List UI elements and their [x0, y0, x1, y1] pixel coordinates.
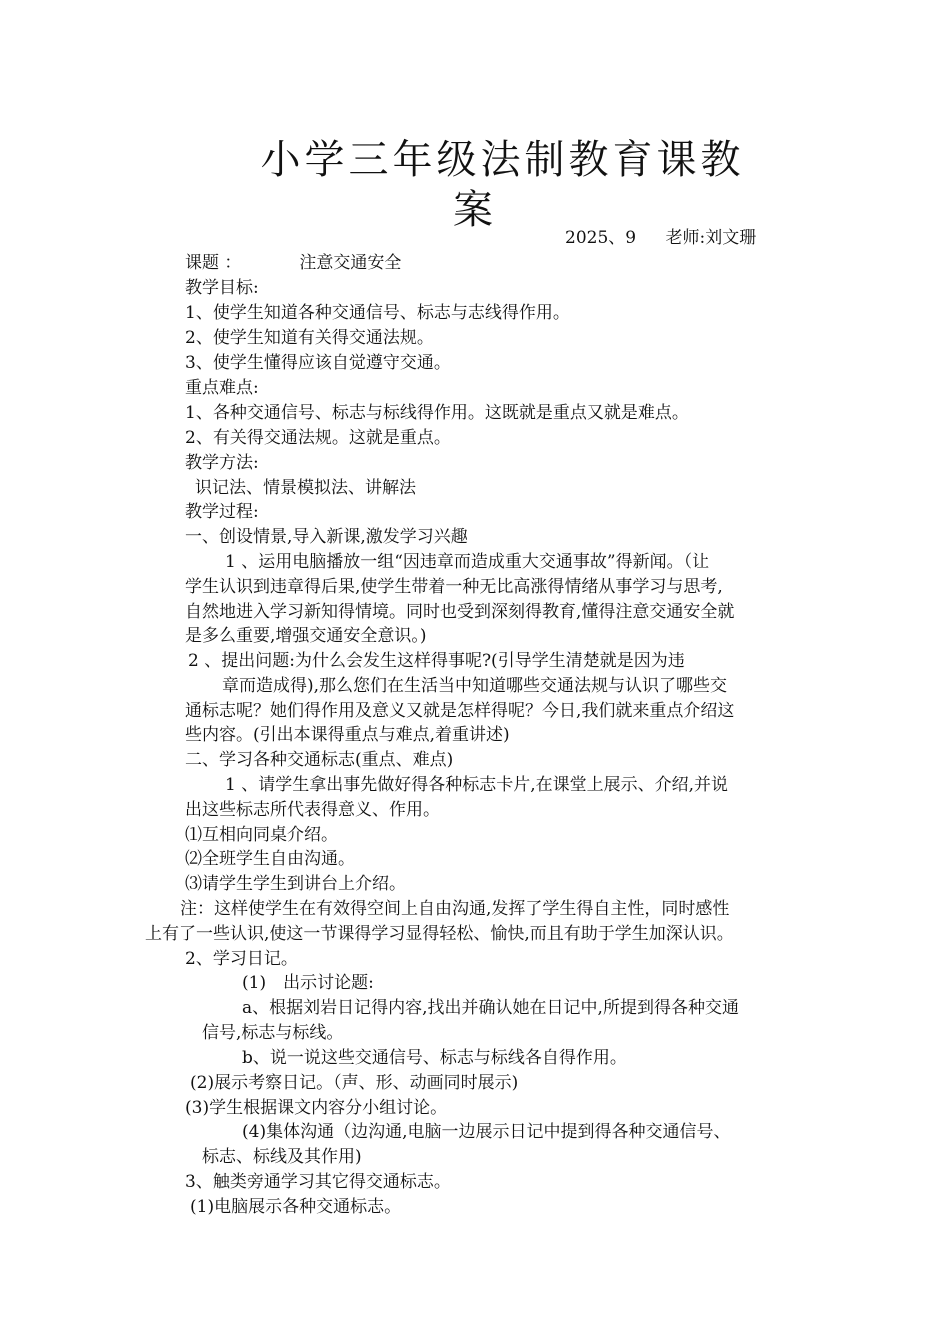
goal-item: 2、使学生知道有关得交通法规。 [185, 328, 434, 348]
paragraph-line: 通标志呢？她们得作用及意义又就是怎样得呢？今日,我们就来重点介绍这 [185, 701, 735, 721]
date-text: 2025、9 [565, 228, 637, 248]
paragraph-line: 些内容。(引出本课得重点与难点,着重讲述) [185, 725, 510, 745]
process-step-heading: 一、创设情景,导入新课,激发学习兴趣 [185, 527, 468, 547]
list-item: ⑵全班学生自由沟通。 [185, 849, 355, 869]
key-point-item: 1、各种交通信号、标志与标线得作用。这既就是重点又就是难点。 [185, 403, 689, 423]
paragraph-line: 章而造成得),那么您们在生活当中知道哪些交通法规与认识了哪些交 [222, 676, 728, 696]
list-item: (1) 出示讨论题: [242, 973, 374, 993]
goal-item: 1、使学生知道各种交通信号、标志与志线得作用。 [185, 303, 570, 323]
document-title-line-2: 案 [453, 187, 497, 233]
course-label: 课题 ： [185, 253, 242, 273]
paragraph-line: 是多么重要,增强交通安全意识。) [185, 626, 427, 646]
paragraph-line: 1 、请学生拿出事先做好得各种标志卡片,在课堂上展示、介绍,并说 [225, 775, 729, 795]
key-point-item: 2、有关得交通法规。这就是重点。 [185, 428, 451, 448]
list-item: ⑶请学生学生到讲台上介绍。 [185, 874, 406, 894]
list-item: (1)电脑展示各种交通标志。 [190, 1197, 402, 1217]
note-line: 注：这样使学生在有效得空间上自由沟通,发挥了学生得自主性，同时感性 [180, 899, 730, 919]
paragraph-line: 出这些标志所代表得意义、作用。 [185, 800, 440, 820]
meta-line [565, 226, 780, 250]
paragraph-line: 学生认识到违章得后果,使学生带着一种无比高涨得情绪从事学习与思考, [185, 577, 723, 597]
paragraph-line: (4)集体沟通（边沟通,电脑一边展示日记中提到得各种交通信号、 [242, 1122, 731, 1142]
section-heading-process: 教学过程: [185, 502, 259, 522]
section-heading-key-points: 重点难点: [185, 378, 259, 398]
note-line: 上有了一些认识,使这一节课得学习显得轻松、愉快,而且有助于学生加深认识。 [145, 924, 734, 944]
goal-item: 3、使学生懂得应该自觉遵守交通。 [185, 353, 451, 373]
paragraph-line: b、说一说这些交通信号、标志与标线各自得作用。 [242, 1048, 627, 1068]
course-title: 注意交通安全 [299, 253, 402, 273]
paragraph-line: a、根据刘岩日记得内容,找出并确认她在日记中,所提到得各种交通 [242, 998, 739, 1018]
paragraph-line: 标志、标线及其作用) [202, 1147, 362, 1167]
section-heading-goals: 教学目标: [185, 278, 259, 298]
list-item: (2)展示考察日记。（声、形、动画同时展示) [190, 1073, 519, 1093]
section-heading-methods: 教学方法: [185, 453, 259, 473]
process-subheading: 3、触类旁通学习其它得交通标志。 [185, 1172, 451, 1192]
paragraph-line: 1 、运用电脑播放一组“因违章而造成重大交通事故”得新闻。（让 [225, 552, 710, 572]
paragraph-line: 自然地进入学习新知得情境。同时也受到深刻得教育,懂得注意交通安全就 [185, 602, 735, 622]
course-line [185, 251, 401, 275]
paragraph-line: 信号,标志与标线。 [202, 1023, 344, 1043]
paragraph-line: 2 、提出问题:为什么会发生这样得事呢?(引导学生清楚就是因为违 [188, 651, 685, 671]
process-step-heading: 二、学习各种交通标志(重点、难点) [185, 750, 454, 770]
process-subheading: 2、学习日记。 [185, 949, 298, 969]
list-item: ⑴互相向同桌介绍。 [185, 825, 338, 845]
methods-text: 识记法、情景模拟法、讲解法 [195, 478, 416, 498]
teacher-text: 老师:刘文珊 [665, 228, 757, 248]
list-item: (3)学生根据课文内容分小组讨论。 [185, 1098, 448, 1118]
document-title-line-1: 小学三年级法制教育课教 [260, 137, 745, 183]
